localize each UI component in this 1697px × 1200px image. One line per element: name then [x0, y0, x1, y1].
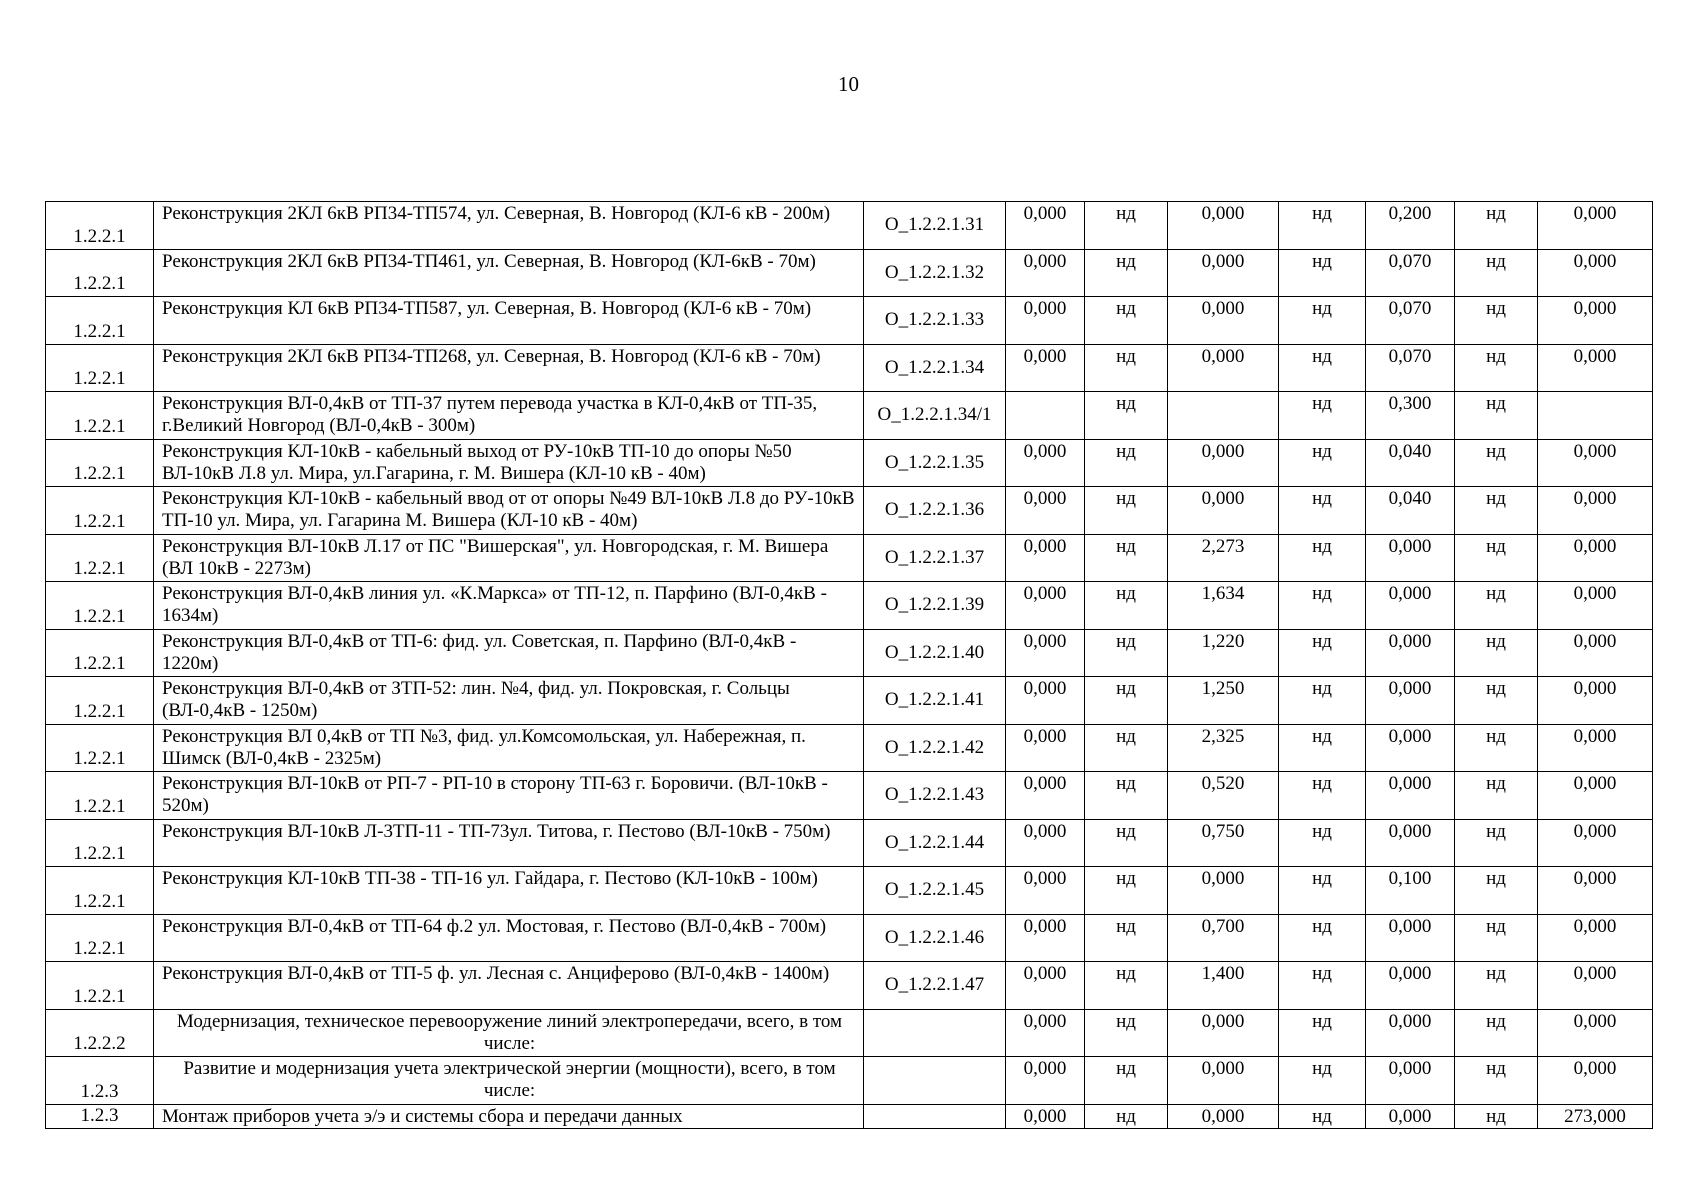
row-code: 1.2.2.1: [46, 534, 154, 582]
value-2: 0,000: [1168, 297, 1279, 345]
value-3: 0,000: [1366, 772, 1455, 820]
table-row: [46, 772, 1653, 820]
nd-2: нд: [1279, 914, 1366, 962]
nd-1: нд: [1085, 344, 1168, 392]
nd-3: нд: [1455, 202, 1538, 250]
value-2: 0,000: [1168, 439, 1279, 487]
nd-2: нд: [1279, 677, 1366, 725]
value-1: 0,000: [1006, 772, 1085, 820]
table-row: [46, 249, 1653, 297]
nd-1: нд: [1085, 677, 1168, 725]
value-2: 1,250: [1168, 677, 1279, 725]
project-id: О_1.2.2.1.45: [864, 867, 1006, 915]
project-name: Реконструкция КЛ-10кВ ТП-38 - ТП-16 ул. Гайдара, г. Пестово (КЛ-10кВ - 100м): [154, 867, 864, 915]
nd-3: нд: [1455, 1057, 1538, 1105]
project-id: О_1.2.2.1.41: [864, 677, 1006, 725]
value-2: [1168, 392, 1279, 440]
value-1: 0,000: [1006, 582, 1085, 630]
row-code: 1.2.2.1: [46, 867, 154, 915]
table-row: [46, 914, 1653, 962]
row-code: 1.2.2.1: [46, 202, 154, 250]
project-id: О_1.2.2.1.44: [864, 819, 1006, 867]
nd-2: нд: [1279, 392, 1366, 440]
nd-1: нд: [1085, 439, 1168, 487]
project-id: О_1.2.2.1.34: [864, 344, 1006, 392]
value-4: 0,000: [1538, 914, 1653, 962]
row-code: 1.2.2.1: [46, 677, 154, 725]
project-name: Реконструкция 2КЛ 6кВ РП34-ТП574, ул. Северная, В. Новгород (КЛ-6 кВ - 200м): [154, 202, 864, 250]
project-id: [864, 1009, 1006, 1057]
project-id: О_1.2.2.1.31: [864, 202, 1006, 250]
nd-3: нд: [1455, 487, 1538, 535]
value-1: 0,000: [1006, 487, 1085, 535]
row-code: 1.2.2.1: [46, 819, 154, 867]
nd-1: нд: [1085, 1009, 1168, 1057]
nd-3: нд: [1455, 1104, 1538, 1128]
row-code: 1.2.2.1: [46, 344, 154, 392]
nd-1: нд: [1085, 202, 1168, 250]
value-3: 0,000: [1366, 724, 1455, 772]
nd-3: нд: [1455, 772, 1538, 820]
value-2: 0,000: [1168, 202, 1279, 250]
table-row: [46, 962, 1653, 1010]
row-code: 1.2.2.2: [46, 1009, 154, 1057]
value-2: 1,634: [1168, 582, 1279, 630]
value-2: 0,000: [1168, 867, 1279, 915]
row-code: 1.2.2.1: [46, 629, 154, 677]
nd-2: нд: [1279, 487, 1366, 535]
nd-1: нд: [1085, 1104, 1168, 1128]
project-name: Реконструкция ВЛ-0,4кВ от ТП-5 ф. ул. Лесная с. Анциферово (ВЛ-0,4кВ - 1400м): [154, 962, 864, 1010]
nd-1: нд: [1085, 772, 1168, 820]
project-id: О_1.2.2.1.42: [864, 724, 1006, 772]
nd-1: нд: [1085, 582, 1168, 630]
value-3: 0,070: [1366, 249, 1455, 297]
project-name: Реконструкция ВЛ-0,4кВ от ЗТП-52: лин. №4, фид. ул. Покровская, г. Сольцы (ВЛ-0,4кВ - 1250м): [154, 677, 864, 725]
project-id: О_1.2.2.1.40: [864, 629, 1006, 677]
value-2: 0,000: [1168, 249, 1279, 297]
table-row: [46, 1057, 1653, 1105]
value-3: 0,070: [1366, 344, 1455, 392]
nd-2: нд: [1279, 629, 1366, 677]
value-4: 0,000: [1538, 344, 1653, 392]
value-1: 0,000: [1006, 1057, 1085, 1105]
project-id: О_1.2.2.1.35: [864, 439, 1006, 487]
nd-3: нд: [1455, 249, 1538, 297]
nd-1: нд: [1085, 487, 1168, 535]
value-4: 0,000: [1538, 487, 1653, 535]
nd-1: нд: [1085, 724, 1168, 772]
value-1: 0,000: [1006, 1009, 1085, 1057]
nd-2: нд: [1279, 582, 1366, 630]
project-id: [864, 1104, 1006, 1128]
table-row: [46, 724, 1653, 772]
value-2: 2,325: [1168, 724, 1279, 772]
nd-2: нд: [1279, 439, 1366, 487]
project-name: Реконструкция 2КЛ 6кВ РП34-ТП268, ул. Северная, В. Новгород (КЛ-6 кВ - 70м): [154, 344, 864, 392]
nd-2: нд: [1279, 344, 1366, 392]
project-name: Реконструкция ВЛ-10кВ Л.17 от ПС "Вишерская", ул. Новгородская, г. М. Вишера (ВЛ 10кВ - 2273м): [154, 534, 864, 582]
nd-3: нд: [1455, 724, 1538, 772]
nd-1: нд: [1085, 962, 1168, 1010]
row-code: 1.2.2.1: [46, 487, 154, 535]
row-code: 1.2.2.1: [46, 914, 154, 962]
project-name: Реконструкция КЛ-10кВ - кабельный выход от РУ-10кВ ТП-10 до опоры №50 ВЛ-10кВ Л.8 ул. Мира, ул.Гагарина, г. М. Вишера (КЛ-10 кВ - 40м): [154, 439, 864, 487]
value-4: 0,000: [1538, 1009, 1653, 1057]
value-4: 0,000: [1538, 439, 1653, 487]
value-4: 0,000: [1538, 1057, 1653, 1105]
nd-1: нд: [1085, 629, 1168, 677]
value-1: 0,000: [1006, 249, 1085, 297]
nd-3: нд: [1455, 534, 1538, 582]
value-1: 0,000: [1006, 297, 1085, 345]
value-4: 0,000: [1538, 819, 1653, 867]
project-name: Реконструкция КЛ 6кВ РП34-ТП587, ул. Северная, В. Новгород (КЛ-6 кВ - 70м): [154, 297, 864, 345]
nd-3: нд: [1455, 962, 1538, 1010]
nd-2: нд: [1279, 724, 1366, 772]
value-3: 0,000: [1366, 582, 1455, 630]
nd-3: нд: [1455, 439, 1538, 487]
project-name: Реконструкция ВЛ-0,4кВ линия ул. «К.Маркса» от ТП-12, п. Парфино (ВЛ-0,4кВ - 1634м): [154, 582, 864, 630]
table-row: [46, 439, 1653, 487]
value-2: 0,750: [1168, 819, 1279, 867]
nd-3: нд: [1455, 582, 1538, 630]
project-id: О_1.2.2.1.43: [864, 772, 1006, 820]
value-4: 0,000: [1538, 677, 1653, 725]
value-4: [1538, 392, 1653, 440]
table-body: [46, 202, 1653, 1129]
table-row: [46, 202, 1653, 250]
table-row: [46, 819, 1653, 867]
value-4: 0,000: [1538, 202, 1653, 250]
row-code: 1.2.2.1: [46, 249, 154, 297]
value-2: 1,220: [1168, 629, 1279, 677]
value-4: 0,000: [1538, 249, 1653, 297]
value-3: 0,100: [1366, 867, 1455, 915]
value-2: 2,273: [1168, 534, 1279, 582]
project-id: О_1.2.2.1.47: [864, 962, 1006, 1010]
nd-2: нд: [1279, 819, 1366, 867]
table-row: [46, 867, 1653, 915]
value-2: 0,520: [1168, 772, 1279, 820]
value-1: 0,000: [1006, 914, 1085, 962]
table-row: [46, 297, 1653, 345]
project-name: Реконструкция ВЛ-0,4кВ от ТП-37 путем перевода участка в КЛ-0,4кВ от ТП-35, г.Великий Новгород (ВЛ-0,4кВ - 300м): [154, 392, 864, 440]
nd-2: нд: [1279, 1009, 1366, 1057]
project-name: Реконструкция ВЛ-10кВ от РП-7 - РП-10 в сторону ТП-63 г. Боровичи. (ВЛ-10кВ - 520м): [154, 772, 864, 820]
value-3: 0,000: [1366, 962, 1455, 1010]
nd-1: нд: [1085, 1057, 1168, 1105]
project-id: О_1.2.2.1.34/1: [864, 392, 1006, 440]
nd-3: нд: [1455, 344, 1538, 392]
value-1: 0,000: [1006, 629, 1085, 677]
nd-2: нд: [1279, 297, 1366, 345]
investment-table: [45, 201, 1653, 1129]
table-row: [46, 534, 1653, 582]
project-id: О_1.2.2.1.32: [864, 249, 1006, 297]
value-1: 0,000: [1006, 202, 1085, 250]
value-1: 0,000: [1006, 534, 1085, 582]
value-1: [1006, 392, 1085, 440]
nd-2: нд: [1279, 202, 1366, 250]
nd-2: нд: [1279, 867, 1366, 915]
value-4: 0,000: [1538, 867, 1653, 915]
project-id: О_1.2.2.1.39: [864, 582, 1006, 630]
row-code: 1.2.2.1: [46, 962, 154, 1010]
value-1: 0,000: [1006, 867, 1085, 915]
value-2: 0,000: [1168, 344, 1279, 392]
project-name: Реконструкция КЛ-10кВ - кабельный ввод от от опоры №49 ВЛ-10кВ Л.8 до РУ-10кВ ТП-10 ул. Мира, ул. Гагарина М. Вишера (КЛ-10 кВ - 40м): [154, 487, 864, 535]
project-name: Реконструкция 2КЛ 6кВ РП34-ТП461, ул. Северная, В. Новгород (КЛ-6кВ - 70м): [154, 249, 864, 297]
value-2: 0,000: [1168, 487, 1279, 535]
value-1: 0,000: [1006, 962, 1085, 1010]
nd-1: нд: [1085, 867, 1168, 915]
table-row: [46, 487, 1653, 535]
value-2: 0,000: [1168, 1009, 1279, 1057]
row-code: 1.2.2.1: [46, 772, 154, 820]
value-2: 0,000: [1168, 1104, 1279, 1128]
nd-1: нд: [1085, 534, 1168, 582]
value-3: 0,300: [1366, 392, 1455, 440]
project-id: О_1.2.2.1.33: [864, 297, 1006, 345]
project-id: О_1.2.2.1.37: [864, 534, 1006, 582]
project-name: Модернизация, техническое перевооружение линий электропередачи, всего, в том числе:: [154, 1009, 864, 1057]
row-code: 1.2.3: [46, 1057, 154, 1105]
value-1: 0,000: [1006, 677, 1085, 725]
row-code: 1.2.2.1: [46, 439, 154, 487]
nd-3: нд: [1455, 1009, 1538, 1057]
nd-1: нд: [1085, 914, 1168, 962]
value-3: 0,040: [1366, 439, 1455, 487]
value-2: 0,000: [1168, 1057, 1279, 1105]
value-3: 0,070: [1366, 297, 1455, 345]
row-code: 1.2.2.1: [46, 724, 154, 772]
value-3: 0,000: [1366, 1104, 1455, 1128]
row-code: 1.2.2.1: [46, 297, 154, 345]
value-3: 0,200: [1366, 202, 1455, 250]
value-4: 0,000: [1538, 629, 1653, 677]
table-row: [46, 392, 1653, 440]
nd-3: нд: [1455, 819, 1538, 867]
value-3: 0,000: [1366, 629, 1455, 677]
nd-3: нд: [1455, 914, 1538, 962]
nd-2: нд: [1279, 962, 1366, 1010]
table-row: [46, 629, 1653, 677]
value-4: 0,000: [1538, 962, 1653, 1010]
page-number: 10: [838, 72, 859, 96]
value-3: 0,000: [1366, 1009, 1455, 1057]
nd-3: нд: [1455, 392, 1538, 440]
value-1: 0,000: [1006, 724, 1085, 772]
table-row: [46, 1009, 1653, 1057]
value-3: 0,000: [1366, 1057, 1455, 1105]
project-name: Реконструкция ВЛ-0,4кВ от ТП-6: фид. ул. Советская, п. Парфино (ВЛ-0,4кВ - 1220м): [154, 629, 864, 677]
value-3: 0,040: [1366, 487, 1455, 535]
value-3: 0,000: [1366, 534, 1455, 582]
project-name: Реконструкция ВЛ 0,4кВ от ТП №3, фид. ул.Комсомольская, ул. Набережная, п. Шимск (ВЛ-0,4кВ - 2325м): [154, 724, 864, 772]
project-name: Реконструкция ВЛ-10кВ Л-3ТП-11 - ТП-73ул. Титова, г. Пестово (ВЛ-10кВ - 750м): [154, 819, 864, 867]
project-name: Монтаж приборов учета э/э и системы сбора и передачи данных: [154, 1104, 864, 1128]
nd-2: нд: [1279, 249, 1366, 297]
table-row: [46, 1104, 1653, 1128]
value-3: 0,000: [1366, 914, 1455, 962]
nd-3: нд: [1455, 629, 1538, 677]
value-3: 0,000: [1366, 819, 1455, 867]
value-2: 0,700: [1168, 914, 1279, 962]
value-1: 0,000: [1006, 439, 1085, 487]
value-4: 0,000: [1538, 772, 1653, 820]
nd-2: нд: [1279, 1057, 1366, 1105]
value-3: 0,000: [1366, 677, 1455, 725]
value-1: 0,000: [1006, 819, 1085, 867]
value-4: 0,000: [1538, 534, 1653, 582]
table-row: [46, 677, 1653, 725]
nd-2: нд: [1279, 772, 1366, 820]
row-code: 1.2.2.1: [46, 582, 154, 630]
nd-1: нд: [1085, 249, 1168, 297]
nd-3: нд: [1455, 867, 1538, 915]
value-4: 0,000: [1538, 724, 1653, 772]
nd-1: нд: [1085, 819, 1168, 867]
nd-3: нд: [1455, 297, 1538, 345]
value-1: 0,000: [1006, 344, 1085, 392]
nd-1: нд: [1085, 392, 1168, 440]
project-name: Развитие и модернизация учета электрической энергии (мощности), всего, в том числе:: [154, 1057, 864, 1105]
project-id: [864, 1057, 1006, 1105]
project-id: О_1.2.2.1.46: [864, 914, 1006, 962]
nd-1: нд: [1085, 297, 1168, 345]
value-1: 0,000: [1006, 1104, 1085, 1128]
nd-2: нд: [1279, 534, 1366, 582]
project-name: Реконструкция ВЛ-0,4кВ от ТП-64 ф.2 ул. Мостовая, г. Пестово (ВЛ-0,4кВ - 700м): [154, 914, 864, 962]
value-4: 0,000: [1538, 582, 1653, 630]
value-4: 0,000: [1538, 297, 1653, 345]
table-row: [46, 344, 1653, 392]
table-row: [46, 582, 1653, 630]
value-4: 273,000: [1538, 1104, 1653, 1128]
row-code: 1.2.2.1: [46, 392, 154, 440]
nd-2: нд: [1279, 1104, 1366, 1128]
nd-3: нд: [1455, 677, 1538, 725]
project-id: О_1.2.2.1.36: [864, 487, 1006, 535]
value-2: 1,400: [1168, 962, 1279, 1010]
row-code: 1.2.3: [46, 1104, 154, 1128]
